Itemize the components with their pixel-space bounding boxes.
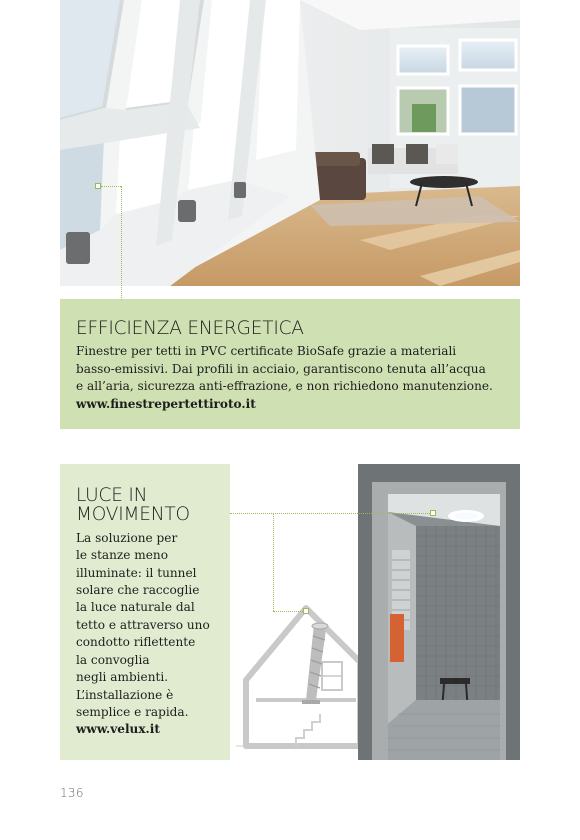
section-title-energy-efficiency: EFFICIENZA ENERGETICA <box>76 318 304 339</box>
body-line: L’installazione è <box>76 687 174 702</box>
body-line: basso-emissivi. Dai profili in acciaio, garantiscono tenuta all’acqua <box>76 361 486 376</box>
leader-marker-skylight <box>430 510 436 516</box>
page-number: 136 <box>60 786 84 800</box>
body-line: la convoglia <box>76 652 150 667</box>
leader-line-energy-efficiency <box>121 186 122 300</box>
energy-efficiency-box <box>60 299 520 429</box>
body-line: negli ambienti. <box>76 670 169 685</box>
light-in-motion-box <box>60 464 230 760</box>
leader-line-to-diagram <box>273 611 303 612</box>
body-line: Finestre per tetti in PVC certificate BioSafe grazie a materiali <box>76 344 457 359</box>
solar-tunnel-house-diagram <box>236 588 360 760</box>
leader-line-light-in-motion <box>230 513 430 514</box>
bathroom-solar-tunnel-photo <box>358 464 520 760</box>
body-line: semplice e rapida. <box>76 704 189 719</box>
body-line: condotto riflettente <box>76 635 196 650</box>
body-line: illuminate: il tunnel <box>76 565 197 580</box>
body-line: solare che raccoglie <box>76 583 200 598</box>
leader-line-energy-efficiency-horizontal <box>101 186 121 187</box>
section-title-light-in-motion: LUCE IN MOVIMENTO <box>76 485 190 526</box>
body-line: La soluzione per <box>76 530 178 545</box>
leader-line-light-in-motion-vertical <box>273 513 274 611</box>
leader-marker-diagram <box>303 608 309 614</box>
body-line: e all’aria, sicurezza anti-effrazione, e non richiedono manutenzione. <box>76 379 493 394</box>
attic-living-room-photo <box>60 0 520 286</box>
section-body-light-in-motion <box>76 530 220 721</box>
section-body-energy-efficiency <box>76 343 506 395</box>
body-line: tetto e attraverso uno <box>76 617 210 632</box>
velux-website-link[interactable]: www.velux.it <box>76 722 160 737</box>
body-line: le stanze meno <box>76 548 169 563</box>
roto-website-link[interactable]: www.finestrepertettiroto.it <box>76 396 256 411</box>
body-line: la luce naturale dal <box>76 600 195 615</box>
